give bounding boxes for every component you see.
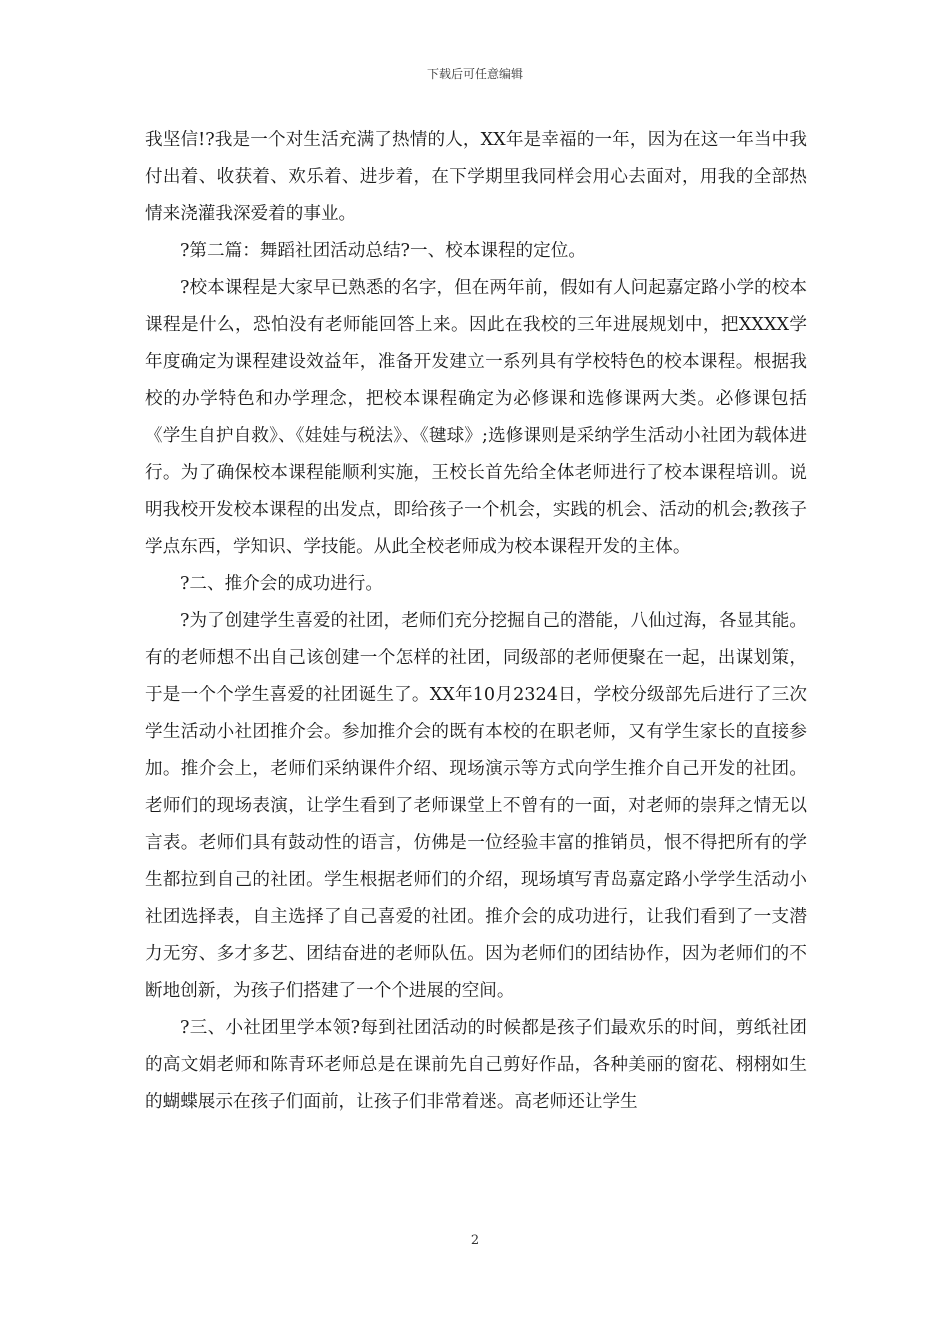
- page-header: 下载后可任意编辑: [426, 67, 523, 81]
- page-number: 2: [470, 1233, 480, 1248]
- paragraph-section-title: ?第二篇：舞蹈社团活动总结?一、校本课程的定位。: [180, 241, 586, 261]
- paragraph-course-positioning: ?校本课程是大家早已熟悉的名字，但在两年前，假如有人问起嘉定路小学的校本课程是什么，恐怕没有老师能回答上来。因此在我校的三年进展规划中，把XXXX学年度确定为课程建设效益年，准备开发建立一系列具有学校特色的校本课程。根据我校的办学特色和办学理念，把校本课程确定为必修课和选修课两大类。必修课包括《学生自护自救》、《娃娃与税法》、《毽球》;选修课则是采纳学生活动小社团为载体进行。为了确保校本课程能顺利实施，王校长首先给全体老师进行了校本课程培训。说明我校开发校本课程的出发点，即给孩子一个机会，实践的机会、活动的机会;教孩子学点东西，学知识、学技能。从此全校老师成为校本课程开发的主体。: [145, 278, 807, 557]
- paragraph-club-learning: ?三、小社团里学本领?每到社团活动的时候都是孩子们最欢乐的时间，剪纸社团的高文娟老师和陈青环老师总是在课前先自己剪好作品，各种美丽的窗花、栩栩如生的蝴蝶展示在孩子们面前，让孩子们非常着迷。高老师还让学生: [145, 1018, 807, 1112]
- paragraph-promotion-meeting: ?为了创建学生喜爱的社团，老师们充分挖掘自己的潜能，八仙过海，各显其能。有的老师想不出自己该创建一个怎样的社团，同级部的老师便聚在一起，出谋划策，于是一个个学生喜爱的社团诞生了。XX年10月2324日，学校分级部先后进行了三次学生活动小社团推介会。参加推介会的既有本校的在职老师，又有学生家长的直接参加。推介会上，老师们采纳课件介绍、现场演示等方式向学生推介自己开发的社团。老师们的现场表演，让学生看到了老师课堂上不曾有的一面，对老师的崇拜之情无以言表。老师们具有鼓动性的语言，仿佛是一位经验丰富的推销员，恨不得把所有的学生都拉到自己的社团。学生根据老师们的介绍，现场填写青岛嘉定路小学学生活动小社团选择表，自主选择了自己喜爱的社团。推介会的成功进行，让我们看到了一支潜力无穷、多才多艺、团结奋进的老师队伍。因为老师们的团结协作，因为老师们的不断地创新，为孩子们搭建了一个个进展的空间。: [145, 611, 807, 1001]
- document-body: [145, 122, 807, 1121]
- paragraph-heading-promotion: ?二、推介会的成功进行。: [180, 574, 383, 594]
- paragraph-continuation: 我坚信!?我是一个对生活充满了热情的人，XX年是幸福的一年，因为在这一年当中我付出着、收获着、欢乐着、进步着，在下学期里我同样会用心去面对，用我的全部热情来浇灌我深爱着的事业。: [145, 130, 807, 224]
